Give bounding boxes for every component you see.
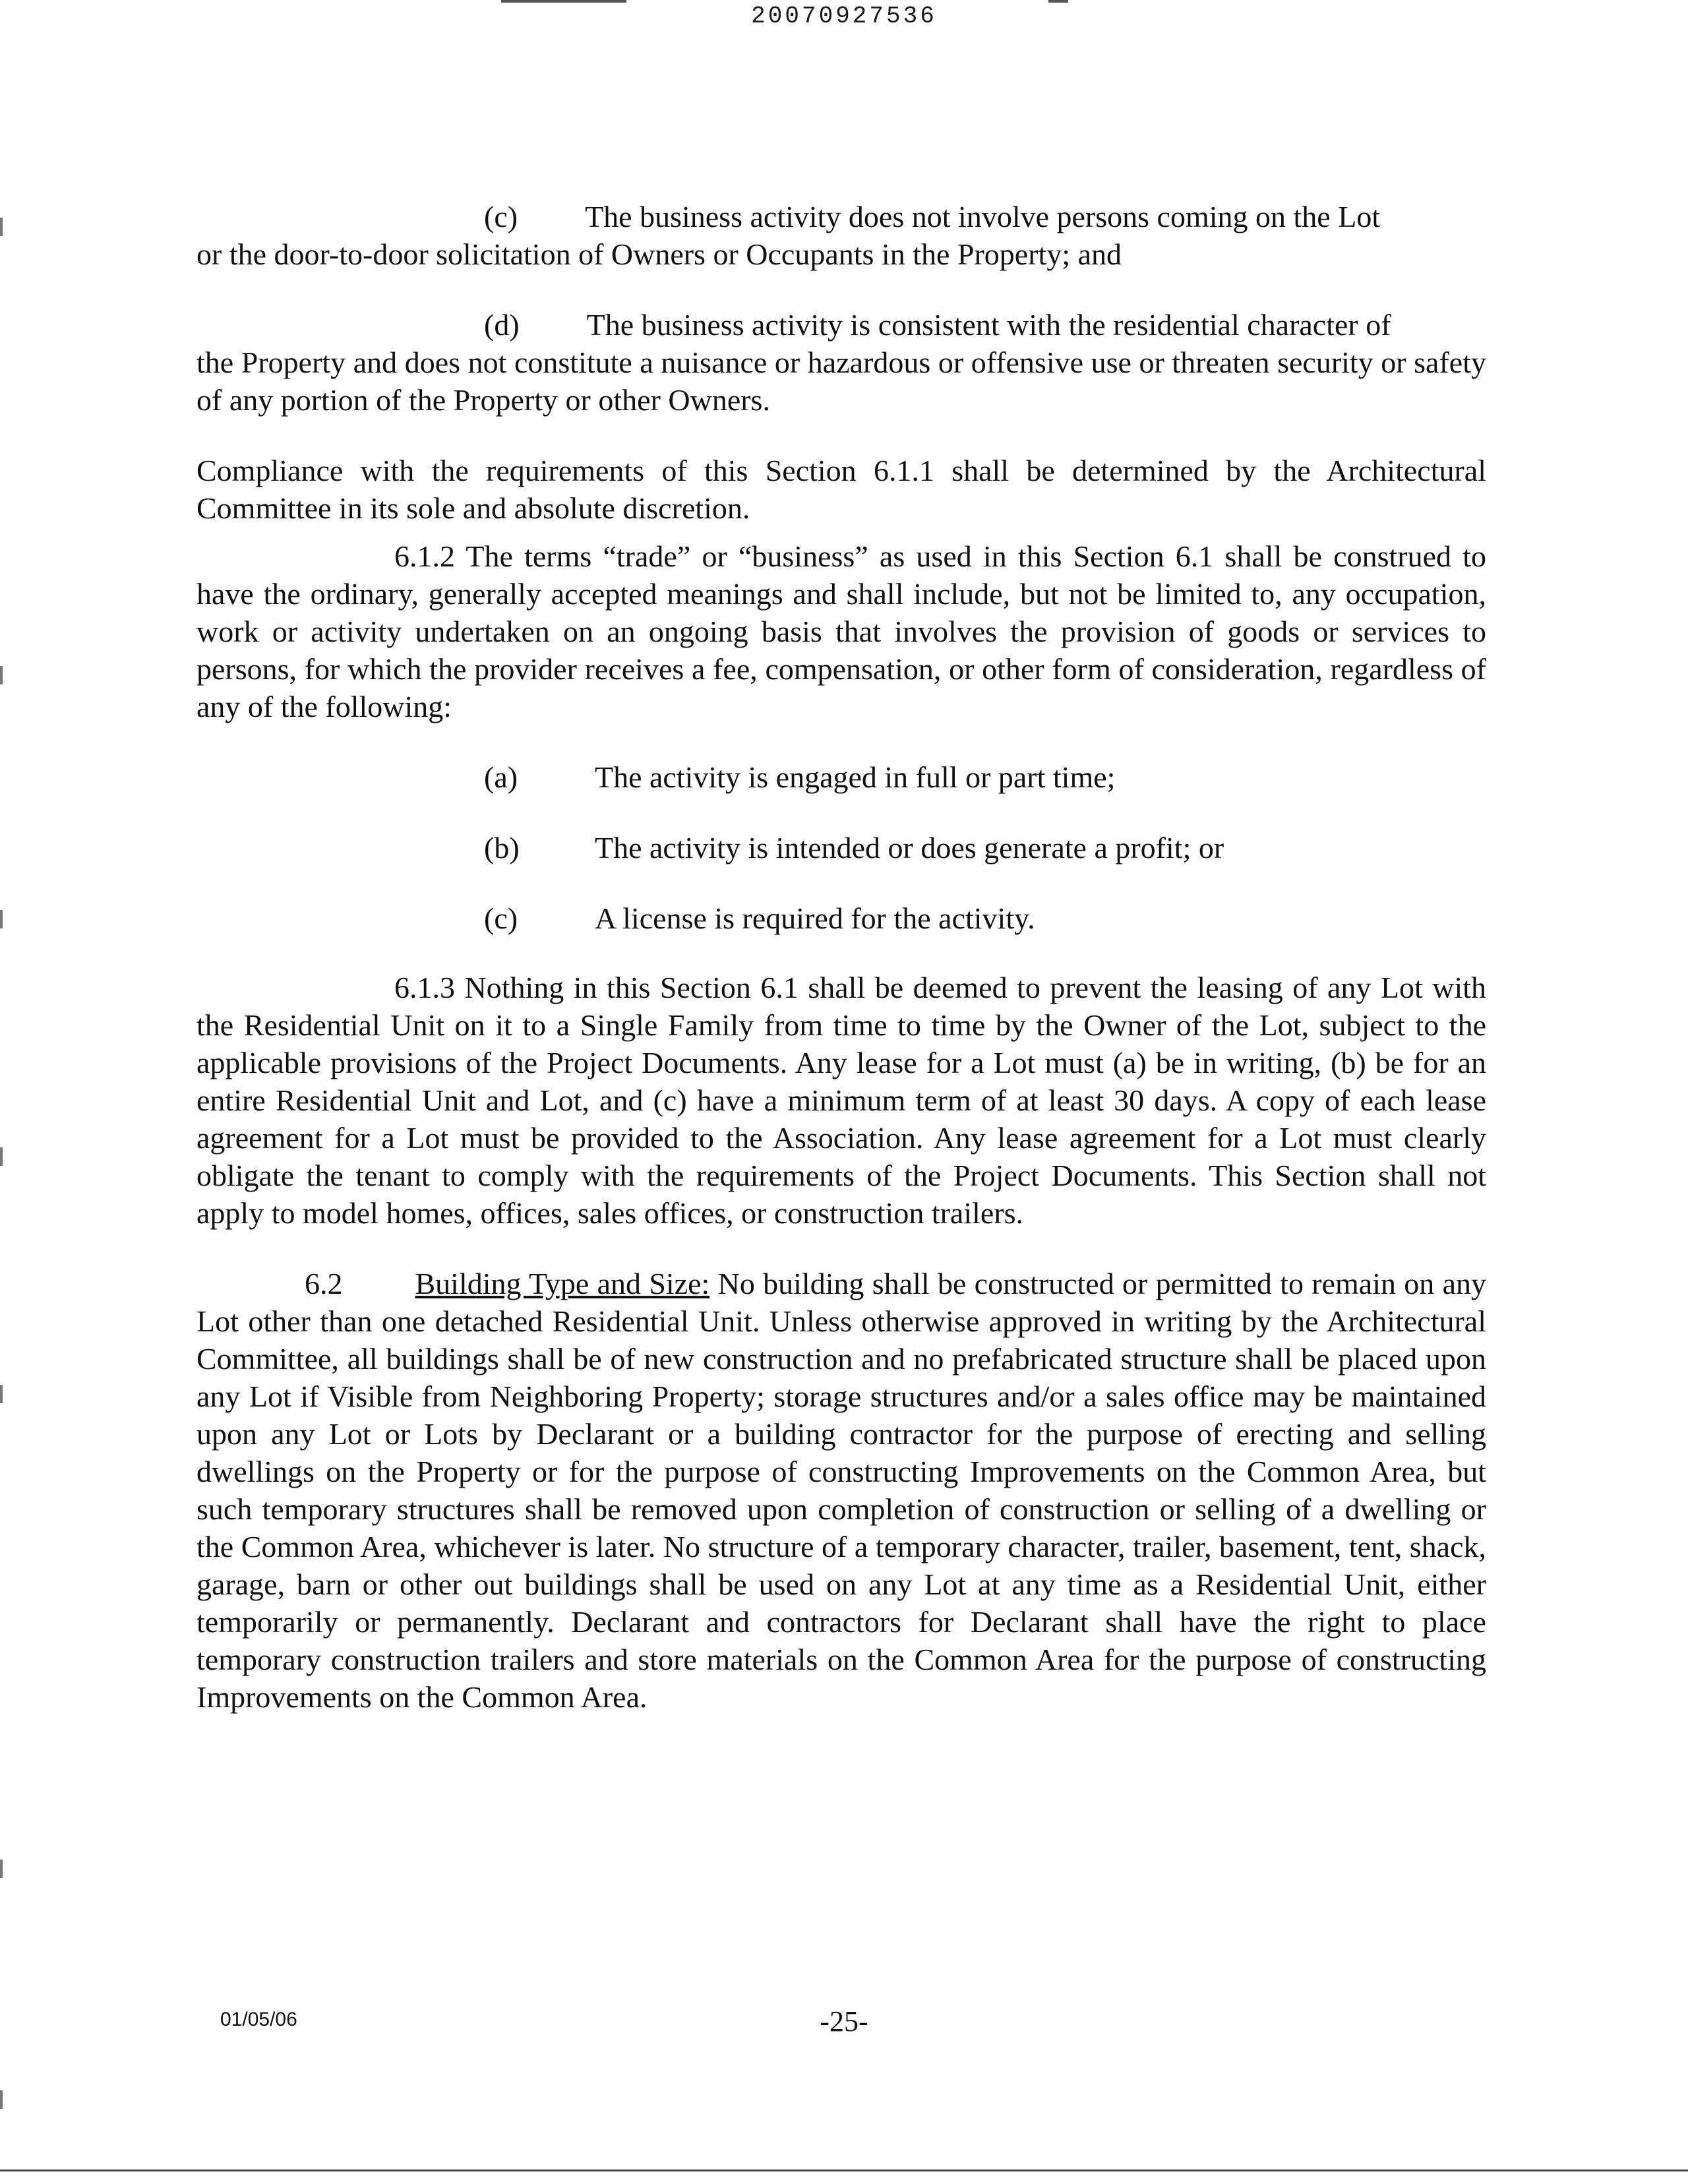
list-text: The activity is intended or does generate a profit; or (595, 831, 1224, 864)
list-item-a (196, 758, 1486, 796)
list-text: The activity is engaged in full or part time; (595, 760, 1116, 794)
document-body (196, 198, 1486, 1716)
scan-margin-mark (0, 1147, 3, 1166)
list-label: (a) (484, 760, 518, 794)
list-label: (b) (484, 831, 520, 864)
list-item-c (196, 899, 1486, 937)
scan-margin-mark (0, 2090, 3, 2109)
footer-date: 01/05/06 (220, 2009, 297, 2030)
document-number: 20070927536 (751, 3, 937, 30)
section-6-1-2 (196, 537, 1486, 725)
page-number: -25- (820, 2005, 868, 2038)
paragraph-d (196, 306, 1486, 344)
scan-margin-mark (0, 910, 3, 928)
section-text: Nothing in this Section 6.1 shall be deemed to prevent the leasing of any Lot with the Residential Unit on it to a Single Family from time to time by the Owner of the Lot, subject to the applicable provisions of the Project Documents. Any lease for a Lot must (a) be in writing, (b) be for an entire Residential Unit and Lot, and (c) have a minimum term of at least 30 days. A copy of each lease agreement for a Lot must be provided to the Association. Any lease agreement for a Lot must clearly obligate the tenant to comply with the requirements of the Project Documents. This Section shall not apply to model homes, offices, sales offices, or construction trailers. (196, 971, 1487, 1230)
item-label: (d) (484, 308, 520, 342)
scan-artifact-line (0, 2169, 1688, 2171)
paragraph-text: The business activity does not involve persons coming on the Lot (585, 200, 1381, 233)
section-heading: Building Type and Size: (415, 1267, 710, 1300)
section-6-2 (196, 1265, 1486, 1716)
paragraph-d-continued: the Property and does not constitute a nuisance or hazardous or offensive use or threaten security or safety of any portion of the Property or other Owners. (196, 346, 1486, 417)
compliance-paragraph: Compliance with the requirements of this Section 6.1.1 shall be determined by the Architectural Committee in its sole and absolute discretion. (196, 454, 1486, 525)
section-number: 6.1.2 (394, 539, 455, 573)
list-item-b (196, 829, 1486, 866)
section-number: 6.2 (305, 1267, 343, 1300)
scan-margin-mark (0, 1385, 3, 1403)
scan-margin-mark (0, 666, 3, 684)
section-6-1-3 (196, 969, 1486, 1232)
scan-margin-mark (0, 1860, 3, 1878)
list-label: (c) (484, 901, 518, 935)
section-number: 6.1.3 (394, 971, 455, 1004)
paragraph-c-continued: or the door-to-door solicitation of Owners or Occupants in the Property; and (196, 237, 1122, 271)
list-text: A license is required for the activity. (595, 901, 1035, 935)
paragraph-text: The business activity is consistent with the residential character of (586, 308, 1391, 342)
scan-margin-mark (0, 218, 3, 236)
paragraph-c (196, 198, 1486, 235)
item-label: (c) (484, 200, 518, 233)
section-text: No building shall be constructed or permitted to remain on any Lot other than one detached Residential Unit. Unless otherwise approved in writing by the Architectural Committee, all buildings shall be of new construction and no prefabricated structure shall be placed upon any Lot if Visible from Neighboring Property; storage structures and/or a sales office may be maintained upon any Lot or Lots by Declarant or a building contractor for the purpose of erecting and selling dwellings on the Property or for the purpose of constructing Improvements on the Common Area, but such temporary structures shall be removed upon completion of construction or selling of a dwelling or the Common Area, whichever is later. No structure of a temporary character, trailer, basement, tent, shack, garage, barn or other out buildings shall be used on any Lot at any time as a Residential Unit, either temporarily or permanently. Declarant and contractors for Declarant shall have the right to place temporary construction trailers and store materials on the Common Area for the purpose of constructing Improvements on the Common Area. (196, 1267, 1487, 1714)
section-text: The terms “trade” or “business” as used in this Section 6.1 shall be construed to have the ordinary, generally accepted meanings and shall include, but not be limited to, any occupation, work or activity undertaken on an ongoing basis that involves the provision of goods or services to persons, for which the provider receives a fee, compensation, or other form of consideration, regardless of any of the following: (196, 539, 1486, 723)
